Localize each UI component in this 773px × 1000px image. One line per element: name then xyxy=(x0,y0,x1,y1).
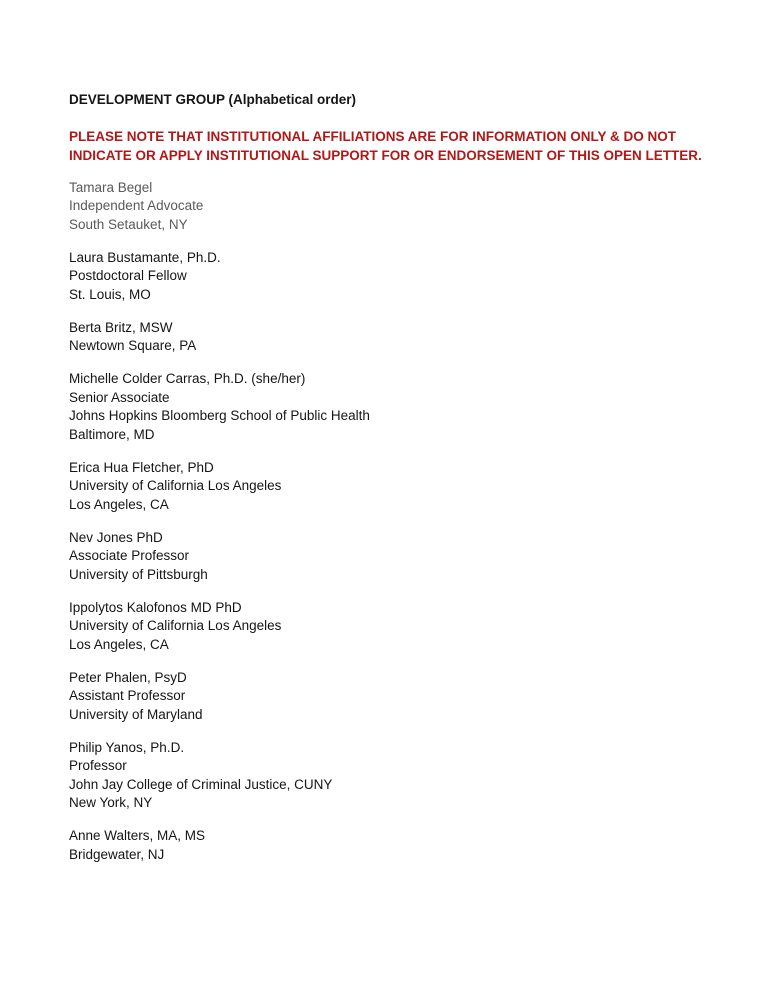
disclaimer-note: PLEASE NOTE THAT INSTITUTIONAL AFFILIATIONS ARE FOR INFORMATION ONLY & DO NOT INDICATE OR APPLY INSTITUTIONAL SUPPORT FOR OR ENDORSEMENT OF THIS OPEN LETTER. xyxy=(69,128,702,163)
member-name: Anne Walters, MA, MS xyxy=(69,828,206,843)
member-detail: Independent Advocate xyxy=(69,198,204,213)
member-entry xyxy=(69,459,709,515)
member-detail: University of California Los Angeles xyxy=(69,618,282,633)
member-entry xyxy=(69,319,709,356)
member-detail: University of Pittsburgh xyxy=(69,566,208,582)
member-name: Philip Yanos, Ph.D. xyxy=(69,739,185,755)
member-name: Tamara Begel xyxy=(69,179,153,195)
member-detail: Los Angeles, CA xyxy=(69,636,169,652)
member-entry xyxy=(69,179,709,235)
member-entry xyxy=(69,370,709,444)
member-entry xyxy=(69,249,709,305)
member-detail: Johns Hopkins Bloomberg School of Public Health xyxy=(69,408,370,423)
member-name: Ippolytos Kalofonos MD PhD xyxy=(69,599,242,615)
member-detail: Assistant Professor xyxy=(69,688,186,703)
member-list xyxy=(69,179,709,865)
member-name: Laura Bustamante, Ph.D. xyxy=(69,249,221,265)
member-detail: Bridgewater, NJ xyxy=(69,846,165,862)
section-heading: DEVELOPMENT GROUP (Alphabetical order) xyxy=(69,92,357,107)
member-name: Peter Phalen, PsyD xyxy=(69,669,187,685)
member-name: Berta Britz, MSW xyxy=(69,319,173,335)
member-entry xyxy=(69,669,709,725)
member-detail: New York, NY xyxy=(69,795,153,810)
member-detail: Senior Associate xyxy=(69,389,170,405)
document-page xyxy=(69,91,709,879)
member-detail: Associate Professor xyxy=(69,548,190,563)
member-name: Erica Hua Fletcher, PhD xyxy=(69,459,214,475)
member-entry xyxy=(69,827,709,864)
member-detail: John Jay College of Criminal Justice, CUNY xyxy=(69,776,333,792)
member-detail: Professor xyxy=(69,758,127,773)
member-detail: Los Angeles, CA xyxy=(69,496,169,512)
member-detail: South Setauket, NY xyxy=(69,216,188,232)
member-detail: St. Louis, MO xyxy=(69,286,151,302)
member-name: Nev Jones PhD xyxy=(69,529,163,545)
member-detail: Newtown Square, PA xyxy=(69,338,197,353)
member-detail: University of California Los Angeles xyxy=(69,478,282,493)
member-entry xyxy=(69,739,709,813)
member-detail: University of Maryland xyxy=(69,706,203,722)
member-detail: Postdoctoral Fellow xyxy=(69,268,187,283)
member-detail: Baltimore, MD xyxy=(69,426,155,442)
member-entry xyxy=(69,599,709,655)
member-name: Michelle Colder Carras, Ph.D. (she/her) xyxy=(69,371,306,386)
member-entry xyxy=(69,529,709,585)
